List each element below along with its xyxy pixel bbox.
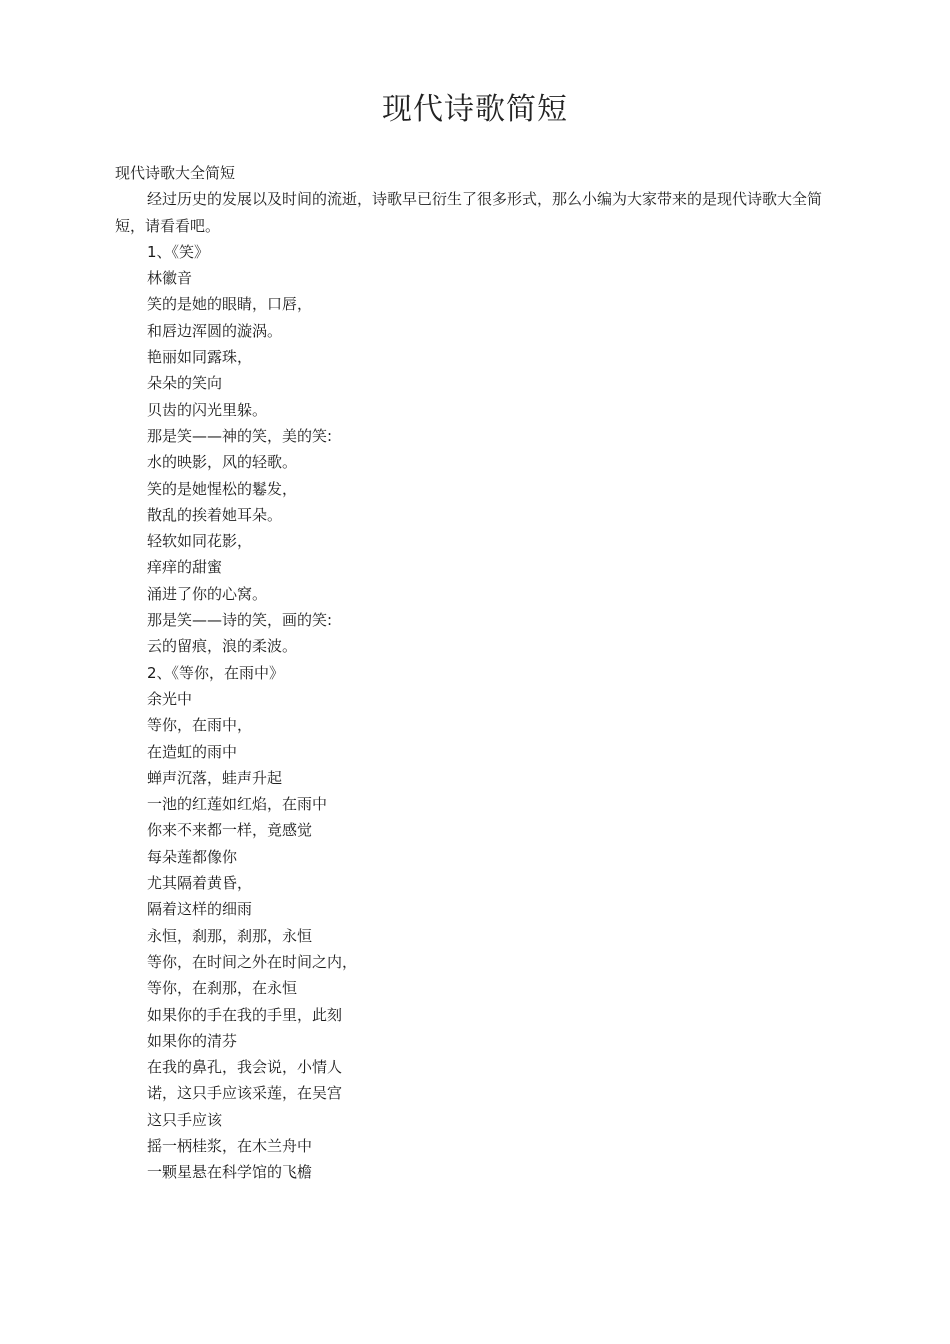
poem-line: 如果你的手在我的手里，此刻	[147, 1005, 343, 1024]
poem-line: 轻软如同花影，	[147, 532, 253, 551]
poem-line: 1、《笑》	[147, 242, 210, 261]
document-body	[115, 160, 835, 1186]
poem-line: 云的留痕，浪的柔波。	[147, 637, 298, 656]
poem-line: 在我的鼻孔，我会说，小情人	[147, 1058, 343, 1077]
intro-paragraph: 经过历史的发展以及时间的流逝，诗歌早已衍生了很多形式，那么小编为大家带来的是现代诗歌大全简短，请看看吧。	[115, 190, 823, 235]
poem-line: 余光中	[147, 689, 193, 708]
poem-line: 在造虹的雨中	[147, 742, 238, 761]
poem-line: 痒痒的甜蜜	[147, 558, 223, 577]
poem-line: 摇一柄桂浆，在木兰舟中	[147, 1136, 313, 1155]
poem-line: 2、《等你，在雨中》	[147, 663, 285, 682]
poem-line: 如果你的清芬	[147, 1031, 238, 1050]
poem-line: 朵朵的笑向	[147, 374, 223, 393]
poem-line: 尤其隔着黄昏，	[147, 874, 253, 893]
poem-line: 贝齿的闪光里躲。	[147, 400, 268, 419]
poem-line: 笑的是她的眼睛，口唇，	[147, 295, 313, 314]
poem-line: 那是笑——神的笑，美的笑:	[147, 426, 333, 445]
poem-line: 等你，在刹那，在永恒	[147, 979, 298, 998]
poem-line: 蝉声沉落，蛙声升起	[147, 768, 283, 787]
poem-line: 艳丽如同露珠，	[147, 348, 253, 367]
poem-line: 一颗星悬在科学馆的飞檐	[147, 1163, 313, 1182]
poem-line: 林徽音	[147, 269, 193, 288]
document-title: 现代诗歌简短	[382, 92, 568, 127]
poem-line: 散乱的挨着她耳朵。	[147, 505, 283, 524]
poem-line: 永恒，刹那，刹那，永恒	[147, 926, 313, 945]
poem-line: 你来不来都一样，竟感觉	[147, 821, 313, 840]
poem-line: 诺，这只手应该采莲，在吴宫	[147, 1084, 343, 1103]
poem-line: 这只手应该	[147, 1110, 223, 1129]
document-subtitle: 现代诗歌大全简短	[115, 164, 236, 182]
poem-line: 隔着这样的细雨	[147, 900, 253, 919]
poem-line: 笑的是她惺松的鬈发，	[147, 479, 298, 498]
poem-line: 那是笑——诗的笑，画的笑:	[147, 611, 333, 630]
poem-line: 等你，在雨中，	[147, 716, 253, 735]
poem-line: 每朵莲都像你	[147, 847, 238, 866]
poem-line: 一池的红莲如红焰，在雨中	[147, 795, 328, 814]
poem-line: 和唇边浑圆的漩涡。	[147, 321, 283, 340]
poem-line: 水的映影，风的轻歌。	[147, 453, 298, 472]
poem-line: 等你，在时间之外在时间之内，	[147, 952, 358, 971]
poem-line: 涌进了你的心窝。	[147, 584, 268, 603]
